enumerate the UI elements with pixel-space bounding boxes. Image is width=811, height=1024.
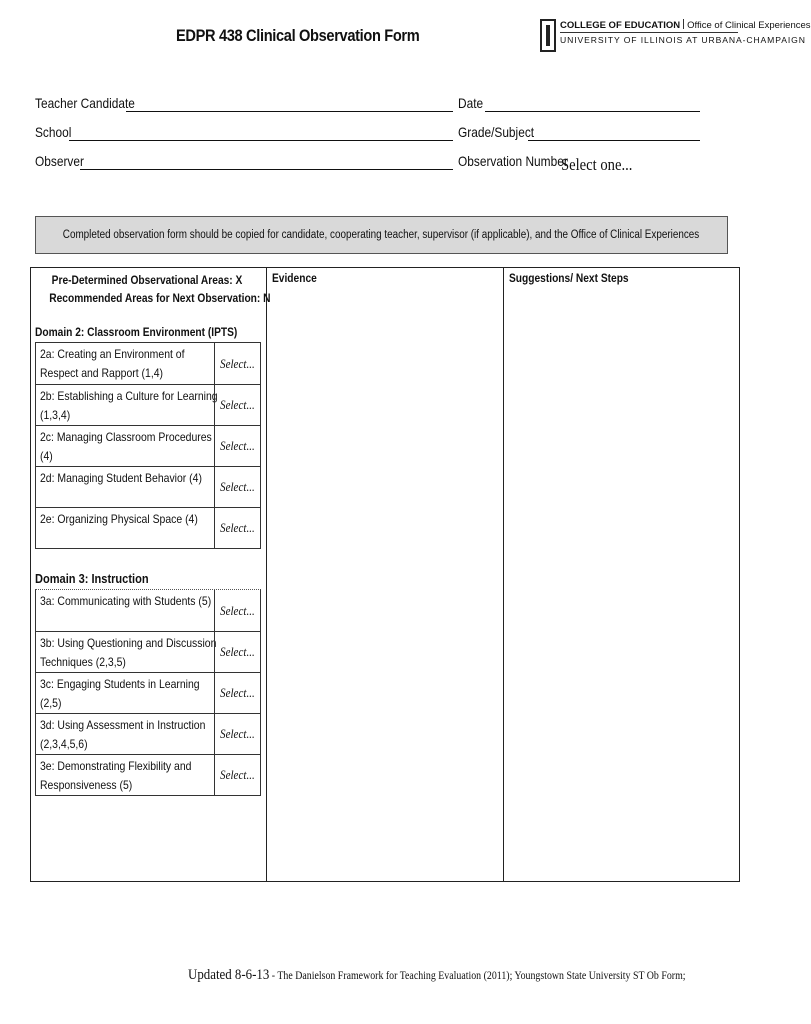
areas-key	[32, 271, 271, 307]
domain-item-label: 2b: Establishing a Culture for Learning (1,3,4)	[40, 389, 218, 422]
evidence-area[interactable]	[272, 290, 500, 878]
school-field[interactable]	[69, 140, 453, 141]
domain-row-2e	[36, 507, 260, 548]
teacher-candidate-label: Teacher Candidate	[35, 95, 135, 111]
block-i-icon	[540, 19, 556, 52]
column-divider-1	[266, 267, 267, 882]
rating-select-2c[interactable]: Select...	[214, 426, 260, 466]
domain-row-2c	[36, 425, 260, 466]
logo-university-line: UNIVERSITY OF ILLINOIS AT URBANA-CHAMPAIGN	[560, 35, 806, 45]
observation-number-label: Observation Number	[458, 153, 568, 169]
rating-select-3c[interactable]: Select...	[214, 673, 260, 713]
domain-3-box	[35, 589, 261, 796]
date-label: Date	[458, 95, 484, 111]
suggestions-header: Suggestions/ Next Steps	[509, 271, 629, 285]
domain-item-label: 3c: Engaging Students in Learning (2,5)	[40, 677, 200, 710]
domain-2-heading: Domain 2: Classroom Environment (IPTS)	[35, 325, 238, 339]
suggestions-area[interactable]	[509, 290, 737, 878]
rating-select-3b[interactable]: Select...	[214, 632, 260, 672]
footer-credits: - The Danielson Framework for Teaching Evaluation (2011); Youngstown State University ST Ob Form;	[269, 970, 686, 982]
rating-select-2a[interactable]: Select...	[214, 343, 260, 384]
university-logo	[540, 19, 811, 55]
domain-row-3a	[36, 590, 260, 631]
logo-divider	[560, 32, 738, 33]
school-label: School	[35, 124, 72, 140]
recommended-key: Recommended Areas for Next Observation: N	[49, 291, 271, 305]
domain-item-label: 2d: Managing Student Behavior (4)	[40, 471, 202, 485]
pre-determined-key: Pre-Determined Observational Areas: X	[51, 273, 243, 287]
domain-item-label: 2a: Creating an Environment of Respect and Rapport (1,4)	[40, 347, 185, 380]
logo-college-line: COLLEGE OF EDUCATION Office of Clinical Experiences	[560, 20, 811, 31]
rating-select-3a[interactable]: Select...	[214, 590, 260, 631]
domain-item-label: 3a: Communicating with Students (5)	[40, 594, 212, 608]
grade-subject-label: Grade/Subject	[458, 124, 535, 140]
observer-field[interactable]	[80, 169, 453, 170]
domain-row-3c	[36, 672, 260, 713]
domain-row-3e	[36, 754, 260, 795]
domain-row-3d	[36, 713, 260, 754]
domain-2-box	[35, 342, 261, 549]
updated-date: Updated 8-6-13	[188, 967, 270, 983]
page-title: EDPR 438 Clinical Observation Form	[176, 26, 420, 45]
footer-note	[188, 966, 686, 984]
domain-item-label: 3e: Demonstrating Flexibility and Responsiveness (5)	[40, 759, 192, 792]
copy-notice: Completed observation form should be copied for candidate, cooperating teacher, supervisor (if applicable), and the Office of Clinical Experiences	[35, 216, 728, 254]
rating-select-3e[interactable]: Select...	[214, 755, 260, 795]
domain-item-label: 3d: Using Assessment in Instruction (2,3,4,5,6)	[40, 718, 206, 751]
domain-item-label: 2e: Organizing Physical Space (4)	[40, 512, 198, 526]
teacher-candidate-field[interactable]	[126, 111, 453, 112]
rating-select-2b[interactable]: Select...	[214, 385, 260, 425]
rating-select-2e[interactable]: Select...	[214, 508, 260, 548]
domain-row-2a	[36, 343, 260, 384]
domain-item-label: 2c: Managing Classroom Procedures (4)	[40, 430, 212, 463]
domain-row-2b	[36, 384, 260, 425]
rating-select-3d[interactable]: Select...	[214, 714, 260, 754]
rating-select-2d[interactable]: Select...	[214, 467, 260, 507]
observation-number-select[interactable]: Select one...	[561, 155, 633, 174]
evidence-header: Evidence	[272, 271, 317, 285]
date-field[interactable]	[485, 111, 700, 112]
observer-label: Observer	[35, 153, 84, 169]
domain-3-heading: Domain 3: Instruction	[35, 571, 149, 586]
grade-subject-field[interactable]	[528, 140, 700, 141]
domain-row-3b	[36, 631, 260, 672]
domain-row-2d	[36, 466, 260, 507]
domain-item-label: 3b: Using Questioning and Discussion Techniques (2,3,5)	[40, 636, 217, 669]
column-divider-2	[503, 267, 504, 882]
